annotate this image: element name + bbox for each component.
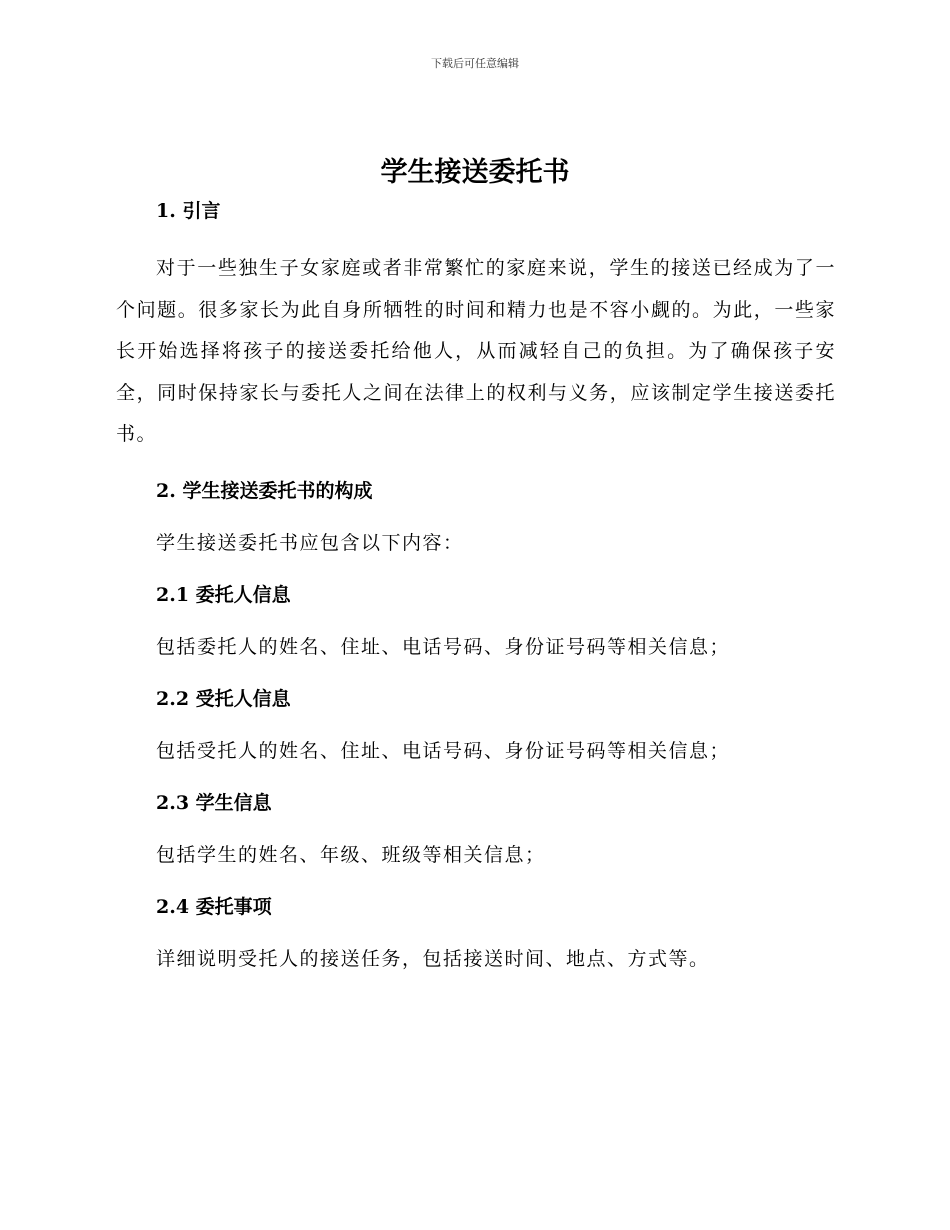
client-info-paragraph: 包括委托人的姓名、住址、电话号码、身份证号码等相关信息； (156, 635, 731, 658)
header-note: 下载后可任意编辑 (431, 57, 519, 70)
section-heading-entrusted-matters: 2.4 委托事项 (156, 895, 272, 918)
intro-paragraph: 对于一些独生子女家庭或者非常繁忙的家庭来说，学生的接送已经成为了一个问题。很多家长为此自身所牺牲的时间和精力也是不容小觑的。为此，一些家长开始选择将孩子的接送委托给他人，从而减轻自己的负担。为了确保孩子安全，同时保持家长与委托人之间在法律上的权利与义务，应该制定学生接送委托书。 (116, 257, 836, 445)
document-body (116, 196, 836, 974)
document-title: 学生接送委托书 (380, 157, 570, 188)
section-heading-trustee-info: 2.2 受托人信息 (156, 687, 291, 710)
section-heading-composition: 2. 学生接送委托书的构成 (156, 479, 373, 502)
entrusted-matters-paragraph: 详细说明受托人的接送任务，包括接送时间、地点、方式等。 (156, 947, 710, 970)
section-heading-intro: 1. 引言 (156, 200, 221, 222)
section-heading-client-info: 2.1 委托人信息 (156, 583, 291, 606)
section-heading-student-info: 2.3 学生信息 (156, 791, 272, 814)
composition-paragraph: 学生接送委托书应包含以下内容： (156, 531, 464, 554)
trustee-info-paragraph: 包括受托人的姓名、住址、电话号码、身份证号码等相关信息； (156, 739, 731, 762)
student-info-paragraph: 包括学生的姓名、年级、班级等相关信息； (156, 843, 546, 866)
